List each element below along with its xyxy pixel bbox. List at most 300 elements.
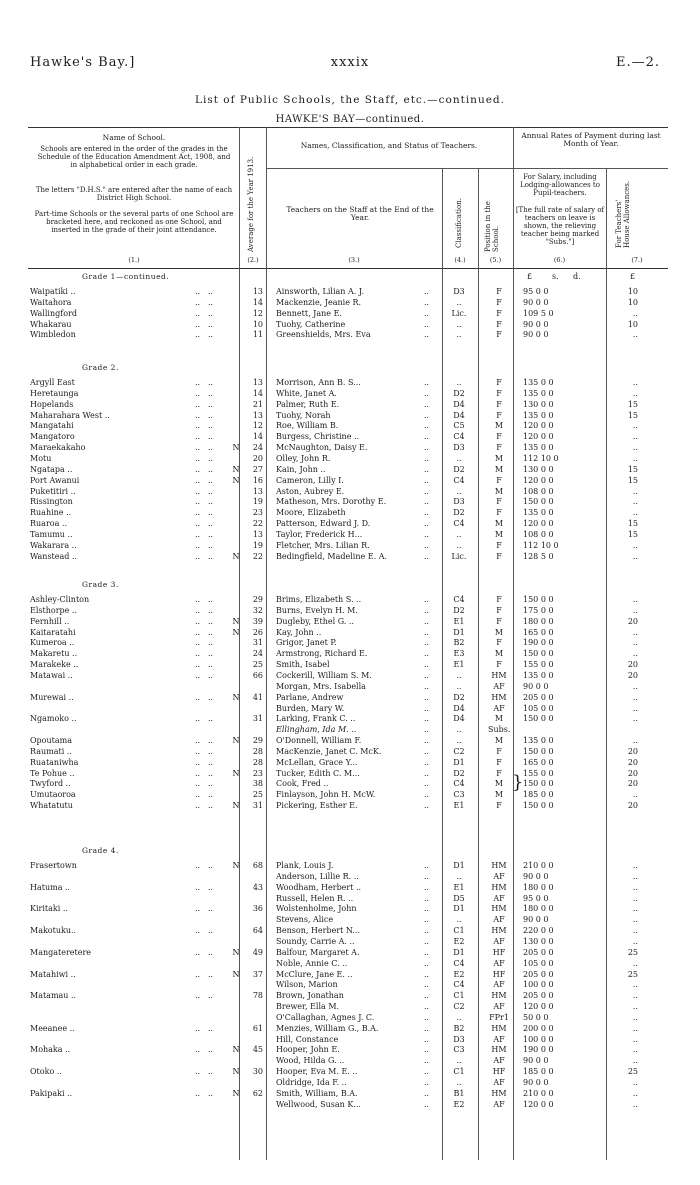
house-allowance: 15 xyxy=(627,411,638,420)
native-mark: N xyxy=(232,617,240,626)
salary: 165 0 0 xyxy=(523,758,554,767)
native-mark: N xyxy=(232,476,240,485)
classification: .. xyxy=(456,915,462,924)
leader-dots: .. xyxy=(208,389,214,398)
average-attendance: 16 xyxy=(252,476,263,485)
leader-dots: .. xyxy=(424,606,430,615)
average-attendance: 61 xyxy=(252,1024,263,1033)
salary: 205 0 0 xyxy=(523,970,554,979)
brace: } xyxy=(512,772,524,793)
leader-dots: .. xyxy=(208,465,214,474)
col-number: (3.) xyxy=(348,256,360,264)
school-name: Kaitaratahi xyxy=(30,628,76,637)
leader-dots: .. xyxy=(424,287,430,296)
table-row xyxy=(0,735,700,746)
classification: E1 xyxy=(453,660,465,669)
teacher-name: Patterson, Edward J. D. xyxy=(276,519,371,528)
salary: 90 0 0 xyxy=(523,1056,549,1065)
teacher-name: Oldridge, Ida F. .. xyxy=(276,1078,347,1087)
classification: B2 xyxy=(453,1024,465,1033)
house-allowance: .. xyxy=(632,904,638,913)
table-row xyxy=(0,925,700,936)
classification: C5 xyxy=(453,421,465,430)
position: HF xyxy=(492,1067,506,1076)
house-allowance: .. xyxy=(632,1035,638,1044)
school-name: Marakeke .. xyxy=(30,660,79,669)
school-name: Whakarau xyxy=(30,320,72,329)
native-mark: N xyxy=(232,628,240,637)
teacher-name: Hill, Constance xyxy=(276,1035,339,1044)
average-attendance: 14 xyxy=(252,432,263,441)
salary: 185 0 0 xyxy=(523,1067,554,1076)
leader-dots: .. xyxy=(208,1089,214,1098)
salary: 90 0 0 xyxy=(523,682,549,691)
leader-dots: .. xyxy=(208,948,214,957)
average-attendance: 14 xyxy=(252,298,263,307)
school-name: Opoutama xyxy=(30,736,72,745)
table-row xyxy=(0,692,700,703)
position: M xyxy=(494,454,504,463)
teacher-name: Cockerill, William S. M. xyxy=(276,671,372,680)
salary: 112 10 0 xyxy=(523,541,559,550)
leader-dots: .. xyxy=(208,1045,214,1054)
leader-dots: .. xyxy=(424,378,430,387)
classification: .. xyxy=(456,872,462,881)
salary: 205 0 0 xyxy=(523,991,554,1000)
leader-dots: .. xyxy=(195,747,201,756)
house-allowance: .. xyxy=(632,432,638,441)
average-attendance: 25 xyxy=(252,790,263,799)
leader-dots: .. xyxy=(208,298,214,307)
leader-dots: .. xyxy=(195,541,201,550)
table-row xyxy=(0,936,700,947)
school-name: Mangatahi xyxy=(30,421,74,430)
leader-dots: .. xyxy=(424,400,430,409)
position: HM xyxy=(491,991,507,1000)
teacher-name: Morrison, Ann B. S... xyxy=(276,378,361,387)
salary: 150 0 0 xyxy=(523,595,554,604)
average-attendance: 43 xyxy=(252,883,263,892)
leader-dots: .. xyxy=(424,530,430,539)
school-name: Waipatiki .. xyxy=(30,287,76,296)
leader-dots: .. xyxy=(195,606,201,615)
salary: 112 10 0 xyxy=(523,454,559,463)
classification: D3 xyxy=(453,497,465,506)
table-row xyxy=(0,990,700,1001)
salary: 90 0 0 xyxy=(523,1078,549,1087)
table-row xyxy=(0,388,700,399)
house-allowance: .. xyxy=(632,790,638,799)
leader-dots: .. xyxy=(208,541,214,550)
leader-dots: .. xyxy=(424,872,430,881)
teacher-name: Armstrong, Richard E. xyxy=(276,649,368,658)
salary: 120 0 0 xyxy=(523,1100,554,1109)
salary: 200 0 0 xyxy=(523,1024,554,1033)
salary: 95 0 0 xyxy=(523,894,549,903)
leader-dots: .. xyxy=(424,980,430,989)
leader-dots: .. xyxy=(195,298,201,307)
school-name: Ashley-Clinton xyxy=(30,595,90,604)
col1-note1: Schools are entered in the order of the grades in the Schedule of the Education Amendment Act, 1908, and in alphabetical order in each grade. xyxy=(37,145,231,169)
leader-dots: .. xyxy=(424,638,430,647)
house-allowance: .. xyxy=(632,628,638,637)
classification: C4 xyxy=(453,519,465,528)
teacher-name: Hooper, John E. xyxy=(276,1045,340,1054)
school-name: Te Pohue .. xyxy=(30,769,75,778)
position: F xyxy=(496,389,502,398)
salary: 120 0 0 xyxy=(523,519,554,528)
leader-dots: .. xyxy=(424,1078,430,1087)
salary: 135 0 0 xyxy=(523,443,554,452)
school-name: Maraekakaho xyxy=(30,443,86,452)
average-attendance: 13 xyxy=(252,411,263,420)
classification: D3 xyxy=(453,1035,465,1044)
leader-dots: .. xyxy=(424,736,430,745)
average-attendance: 21 xyxy=(252,400,263,409)
leader-dots: .. xyxy=(424,1045,430,1054)
leader-dots: .. xyxy=(424,904,430,913)
average-attendance: 12 xyxy=(252,421,263,430)
house-allowance: .. xyxy=(632,682,638,691)
house-allowance: .. xyxy=(632,991,638,1000)
average-attendance: 68 xyxy=(252,861,263,870)
leader-dots: .. xyxy=(424,1035,430,1044)
leader-dots: .. xyxy=(208,904,214,913)
teacher-name: Parlane, Andrew xyxy=(276,693,344,702)
position: AF xyxy=(493,872,505,881)
average-attendance: 13 xyxy=(252,487,263,496)
leader-dots: .. xyxy=(195,736,201,745)
classification: E1 xyxy=(453,617,465,626)
leader-dots: .. xyxy=(424,1013,430,1022)
classification: D1 xyxy=(453,948,465,957)
leader-dots: .. xyxy=(208,693,214,702)
classification: D1 xyxy=(453,758,465,767)
currency-pound-allowance: £ xyxy=(630,272,636,281)
leader-dots: .. xyxy=(424,970,430,979)
teacher-name: Stevens, Alice xyxy=(276,915,334,924)
classification: .. xyxy=(456,736,462,745)
teacher-name: Tuohy, Norah xyxy=(276,411,331,420)
native-mark: N xyxy=(232,861,240,870)
leader-dots: .. xyxy=(424,693,430,702)
col3-head: Teachers on the Staff at the End of the Year. xyxy=(286,205,434,222)
salary: 100 0 0 xyxy=(523,980,554,989)
classification: E2 xyxy=(453,937,465,946)
position: AF xyxy=(493,1035,505,1044)
house-allowance: .. xyxy=(632,1024,638,1033)
position: HM xyxy=(491,693,507,702)
salary: 205 0 0 xyxy=(523,693,554,702)
leader-dots: .. xyxy=(424,682,430,691)
position: HM xyxy=(491,671,507,680)
average-attendance: 62 xyxy=(252,1089,263,1098)
classification: D2 xyxy=(453,389,465,398)
school-name: Frasertown xyxy=(30,861,77,870)
school-name: Matawai .. xyxy=(30,671,73,680)
classification: D1 xyxy=(453,904,465,913)
leader-dots: .. xyxy=(195,320,201,329)
salary: 120 0 0 xyxy=(523,421,554,430)
table-row xyxy=(0,605,700,616)
leader-dots: .. xyxy=(208,747,214,756)
house-allowance: .. xyxy=(632,330,638,339)
table-subtitle: HAWKE'S BAY—continued. xyxy=(275,114,425,125)
average-attendance: 29 xyxy=(252,595,263,604)
position: HM xyxy=(491,926,507,935)
salary: 150 0 0 xyxy=(523,801,554,810)
classification: D2 xyxy=(453,769,465,778)
school-name: Wanstead .. xyxy=(30,552,78,561)
table-row xyxy=(0,903,700,914)
position: F xyxy=(496,378,502,387)
table-row xyxy=(0,1012,700,1023)
classification: .. xyxy=(456,671,462,680)
leader-dots: .. xyxy=(424,758,430,767)
leader-dots: .. xyxy=(195,671,201,680)
school-name: Hopelands xyxy=(30,400,74,409)
school-name: Makotuku.. xyxy=(30,926,77,935)
native-mark: N xyxy=(232,1045,240,1054)
salary: 108 0 0 xyxy=(523,487,554,496)
leader-dots: .. xyxy=(208,926,214,935)
house-allowance: 10 xyxy=(627,298,638,307)
leader-dots: .. xyxy=(195,443,201,452)
teacher-name: Anderson, Lillie R. .. xyxy=(276,872,359,881)
leader-dots: .. xyxy=(424,671,430,680)
leader-dots: .. xyxy=(195,552,201,561)
leader-dots: .. xyxy=(195,508,201,517)
school-name: Argyll East xyxy=(30,378,75,387)
table-row xyxy=(0,442,700,453)
grade-heading: Grade 3. xyxy=(82,580,119,589)
teacher-name: Tucker, Edith C. M... xyxy=(276,769,360,778)
native-mark: N xyxy=(232,693,240,702)
position: F xyxy=(496,497,502,506)
salary: 100 0 0 xyxy=(523,1035,554,1044)
table-row xyxy=(0,518,700,529)
leader-dots: .. xyxy=(208,801,214,810)
position: F xyxy=(496,320,502,329)
leader-dots: .. xyxy=(424,1067,430,1076)
table-row xyxy=(0,431,700,442)
classification: C4 xyxy=(453,595,465,604)
house-allowance: 10 xyxy=(627,320,638,329)
position: F xyxy=(496,758,502,767)
average-attendance: 36 xyxy=(252,904,263,913)
leader-dots: .. xyxy=(195,454,201,463)
salary: 150 0 0 xyxy=(523,497,554,506)
table-row xyxy=(0,594,700,605)
school-name: Hatuma .. xyxy=(30,883,71,892)
leader-dots: .. xyxy=(195,758,201,767)
leader-dots: .. xyxy=(424,790,430,799)
position: AF xyxy=(493,1056,505,1065)
classification: D2 xyxy=(453,693,465,702)
leader-dots: .. xyxy=(195,861,201,870)
table-row xyxy=(0,713,700,724)
leader-dots: .. xyxy=(195,389,201,398)
col6-head-a: For Salary, including Lodging-allowances to Pupil-teachers. xyxy=(520,173,600,197)
table-row xyxy=(0,329,700,340)
currency-pound: £ xyxy=(527,272,533,281)
house-allowance: 20 xyxy=(627,758,638,767)
leader-dots: .. xyxy=(208,714,214,723)
school-name: Umutaoroa xyxy=(30,790,76,799)
salary: 90 0 0 xyxy=(523,915,549,924)
position: M xyxy=(494,487,504,496)
table-row xyxy=(0,399,700,410)
house-allowance: 20 xyxy=(627,801,638,810)
leader-dots: .. xyxy=(195,519,201,528)
leader-dots: .. xyxy=(424,769,430,778)
average-attendance: 19 xyxy=(252,541,263,550)
teacher-name: Bennett, Jane E. xyxy=(276,309,342,318)
leader-dots: .. xyxy=(195,628,201,637)
salary: 95 0 0 xyxy=(523,287,549,296)
average-attendance: 28 xyxy=(252,758,263,767)
average-attendance: 38 xyxy=(252,779,263,788)
leader-dots: .. xyxy=(424,937,430,946)
house-allowance: .. xyxy=(632,915,638,924)
position: HF xyxy=(492,970,506,979)
teacher-name: Kay, John .. xyxy=(276,628,322,637)
leader-dots: .. xyxy=(195,400,201,409)
school-name: Kumeroa .. xyxy=(30,638,75,647)
table-row xyxy=(0,464,700,475)
position: F xyxy=(496,411,502,420)
table-row xyxy=(0,1023,700,1034)
classification: C4 xyxy=(453,476,465,485)
leader-dots: .. xyxy=(195,411,201,420)
school-name: Whatatutu xyxy=(30,801,73,810)
col2-head: Average for the Year 1913. xyxy=(247,156,255,252)
col-number: (4.) xyxy=(454,256,466,264)
table-row xyxy=(0,746,700,757)
leader-dots: .. xyxy=(195,330,201,339)
teacher-name: Benson, Herbert N... xyxy=(276,926,361,935)
salary: 190 0 0 xyxy=(523,1045,554,1054)
leader-dots: .. xyxy=(208,1024,214,1033)
classification: D1 xyxy=(453,628,465,637)
leader-dots: .. xyxy=(424,519,430,528)
leader-dots: .. xyxy=(424,649,430,658)
classification: B2 xyxy=(453,638,465,647)
teacher-name: Burgess, Christine .. xyxy=(276,432,360,441)
teacher-name: Balfour, Margaret A. xyxy=(276,948,360,957)
house-allowance: .. xyxy=(632,894,638,903)
leader-dots: .. xyxy=(195,991,201,1000)
school-name: Makaretu .. xyxy=(30,649,78,658)
native-mark: N xyxy=(232,801,240,810)
house-allowance: .. xyxy=(632,926,638,935)
house-allowance: .. xyxy=(632,1045,638,1054)
leader-dots: .. xyxy=(208,454,214,463)
page-number: xxxix xyxy=(330,55,370,70)
teacher-name: Fletcher, Mrs. Lilian R. xyxy=(276,541,370,550)
col-number: (2.) xyxy=(247,256,259,264)
school-name: Puketitiri .. xyxy=(30,487,76,496)
teacher-name: Matheson, Mrs. Dorothy E. xyxy=(276,497,387,506)
leader-dots: .. xyxy=(424,298,430,307)
classification: E2 xyxy=(453,970,465,979)
average-attendance: 22 xyxy=(252,552,263,561)
salary: 210 0 0 xyxy=(523,861,554,870)
school-name: Wakarara .. xyxy=(30,541,77,550)
house-allowance: .. xyxy=(632,980,638,989)
salary: 155 0 0 xyxy=(523,769,554,778)
teacher-name: Dugleby, Ethel G. .. xyxy=(276,617,354,626)
position: M xyxy=(494,465,504,474)
table-row xyxy=(0,540,700,551)
leader-dots: .. xyxy=(424,1024,430,1033)
leader-dots: .. xyxy=(208,660,214,669)
leader-dots: .. xyxy=(195,790,201,799)
leader-dots: .. xyxy=(208,970,214,979)
average-attendance: 39 xyxy=(252,617,263,626)
teacher-name: Soundy, Carrie A. .. xyxy=(276,937,355,946)
house-allowance: .. xyxy=(632,378,638,387)
native-mark: N xyxy=(232,443,240,452)
leader-dots: .. xyxy=(195,638,201,647)
table-row xyxy=(0,496,700,507)
leader-dots: .. xyxy=(424,1100,430,1109)
leader-dots: .. xyxy=(195,714,201,723)
average-attendance: 24 xyxy=(252,443,263,452)
position: HM xyxy=(491,904,507,913)
leader-dots: .. xyxy=(208,649,214,658)
teacher-name: Menzies, William G., B.A. xyxy=(276,1024,379,1033)
classification: .. xyxy=(456,330,462,339)
teacher-name: Cameron, Lilly I. xyxy=(276,476,344,485)
leader-dots: .. xyxy=(208,400,214,409)
leader-dots: .. xyxy=(195,465,201,474)
salary: 220 0 0 xyxy=(523,926,554,935)
teacher-name: Morgan, Mrs. Isabella xyxy=(276,682,366,691)
position: AF xyxy=(493,937,505,946)
leader-dots: .. xyxy=(424,725,430,734)
school-name: Mohaka .. xyxy=(30,1045,71,1054)
leader-dots: .. xyxy=(424,894,430,903)
position: HF xyxy=(492,948,506,957)
col67-top-head: Annual Rates of Payment during last Month of Year. xyxy=(521,131,661,148)
leader-dots: .. xyxy=(424,309,430,318)
school-name: Maharahara West .. xyxy=(30,411,110,420)
leader-dots: .. xyxy=(424,432,430,441)
currency-pence: d. xyxy=(573,272,581,281)
teacher-name: Wolstenholme, John xyxy=(276,904,357,913)
leader-dots: .. xyxy=(208,519,214,528)
teacher-name: Smith, William, B.A. xyxy=(276,1089,358,1098)
leader-dots: .. xyxy=(195,970,201,979)
house-allowance: .. xyxy=(632,736,638,745)
house-allowance: .. xyxy=(632,693,638,702)
col7-head: For Teachers' House Allowances. xyxy=(615,180,631,248)
teacher-name: Ainsworth, Lilian A. J. xyxy=(276,287,364,296)
col6-head-b: [The full rate of salary of teachers on leave is shown, the relieving teacher being marked "Subs."] xyxy=(515,206,605,246)
position: M xyxy=(494,628,504,637)
house-allowance: .. xyxy=(632,1013,638,1022)
average-attendance: 11 xyxy=(252,330,263,339)
leader-dots: .. xyxy=(424,541,430,550)
salary: 175 0 0 xyxy=(523,606,554,615)
native-mark: N xyxy=(232,1067,240,1076)
grade-heading: Grade 4. xyxy=(82,846,119,855)
salary: 135 0 0 xyxy=(523,736,554,745)
house-allowance: .. xyxy=(632,883,638,892)
salary: 50 0 0 xyxy=(523,1013,549,1022)
teacher-name: McLellan, Grace Y... xyxy=(276,758,358,767)
